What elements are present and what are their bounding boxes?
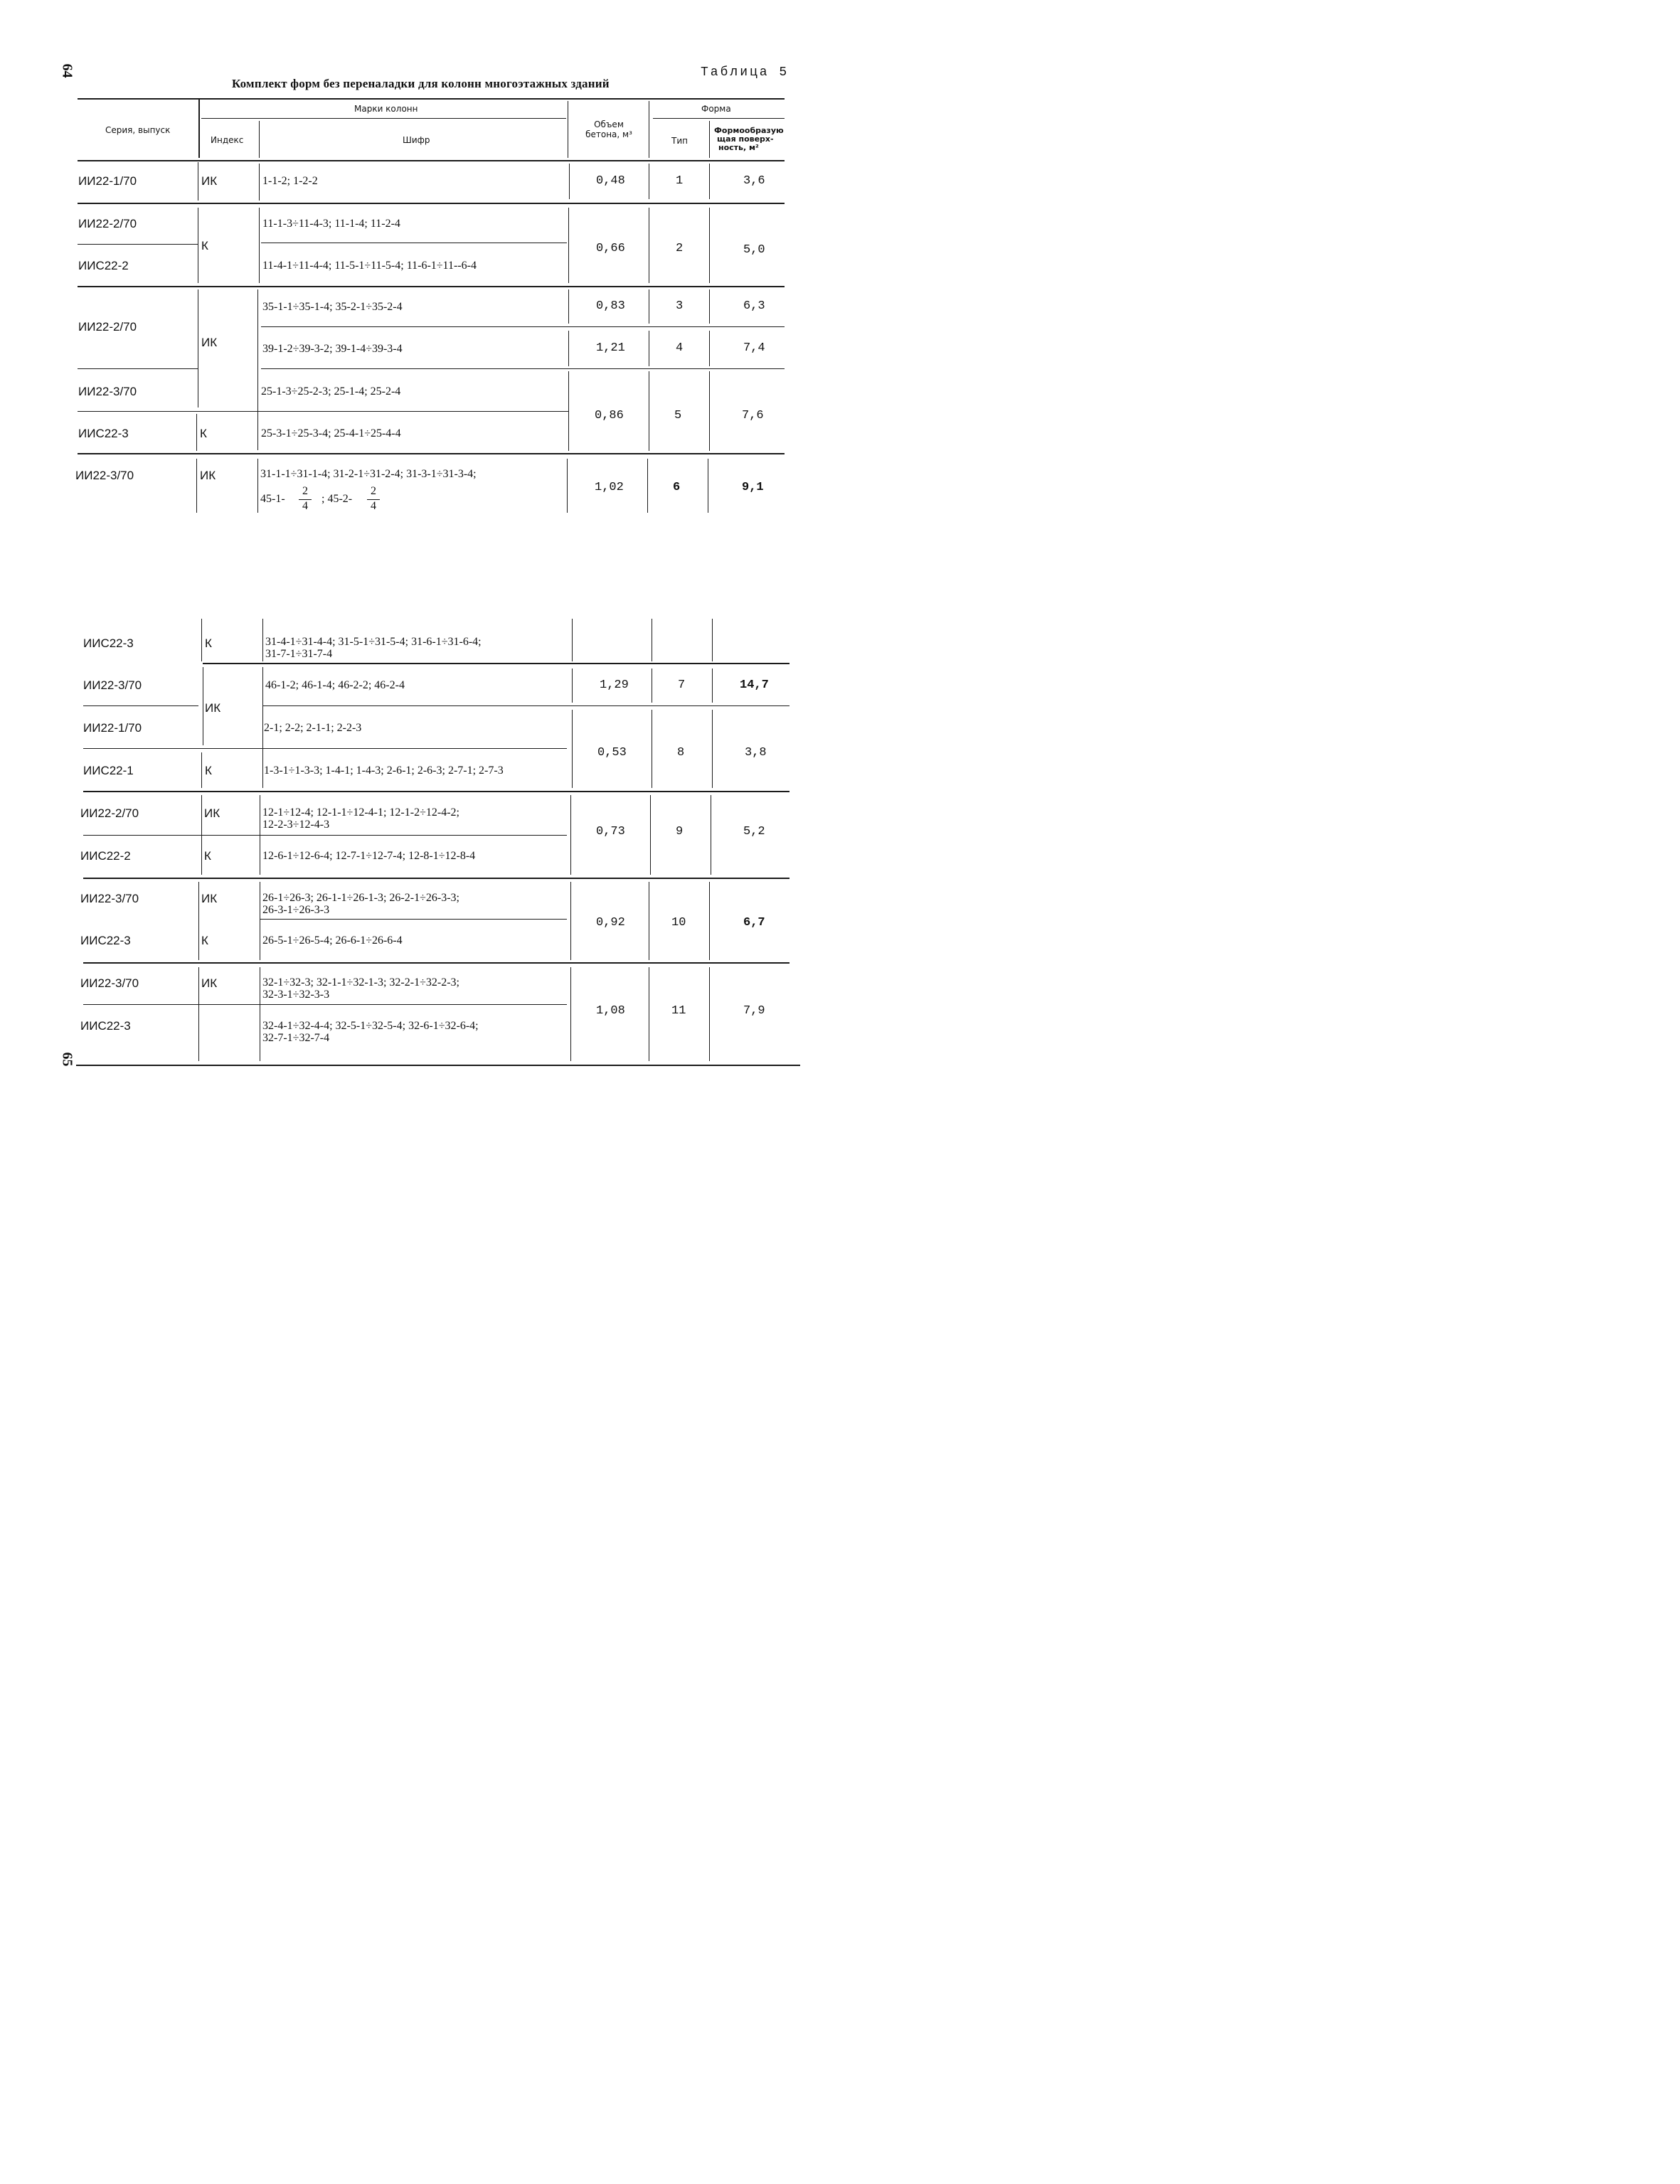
table-label: Таблица 5 <box>701 65 790 80</box>
index-cell: ИК <box>205 701 221 715</box>
code-cell: 2-1; 2-2; 2-1-1; 2-2-3 <box>264 722 362 734</box>
index-cell: К <box>201 239 208 252</box>
header-type: Тип <box>671 136 688 146</box>
code-cell: 31-1-1÷31-1-4; 31-2-1÷31-2-4; 31-3-1÷31-3-4; <box>260 468 477 480</box>
table-row: ИИ22-3/70 <box>75 469 134 482</box>
index-cell: ИК <box>204 806 220 820</box>
table-row: ИИС22-2 <box>80 849 131 863</box>
code-cell: 31-4-1÷31-4-4; 31-5-1÷31-5-4; 31-6-1÷31-6-4; 31-7-1÷31-7-4 <box>265 636 482 660</box>
table-row: ИИС22-1 <box>83 764 134 777</box>
table-row: ИИ22-2/70 <box>78 217 137 230</box>
volume-cell: 0,83 <box>596 299 625 313</box>
code-cell: 12-6-1÷12-6-4; 12-7-1÷12-7-4; 12-8-1÷12-8-4 <box>262 850 476 862</box>
code-cell: 1-1-2; 1-2-2 <box>262 175 318 187</box>
code-cell: 25-3-1÷25-3-4; 25-4-1÷25-4-4 <box>261 427 401 440</box>
surface-cell: 7,9 <box>743 1004 765 1018</box>
volume-cell: 0,86 <box>595 409 624 422</box>
type-cell: 6 <box>673 481 681 494</box>
index-cell: ИК <box>201 976 218 990</box>
surface-cell: 5,0 <box>743 243 765 257</box>
code-cell: 32-1÷32-3; 32-1-1÷32-1-3; 32-2-1÷32-2-3; 32-3-1÷32-3-3 <box>262 976 459 1001</box>
index-cell: К <box>205 764 212 777</box>
index-cell: К <box>205 636 212 650</box>
fraction-2: 2 4 <box>366 485 381 513</box>
header-series: Серия, выпуск <box>105 125 171 135</box>
index-cell: ИК <box>201 892 218 905</box>
volume-cell: 1,08 <box>596 1004 625 1018</box>
code-cell: 12-1÷12-4; 12-1-1÷12-4-1; 12-1-2÷12-4-2; 12-2-3÷12-4-3 <box>262 806 459 831</box>
index-cell: К <box>204 849 211 863</box>
type-cell: 2 <box>676 242 684 255</box>
volume-cell: 0,73 <box>596 825 625 838</box>
code-cell: 1-3-1÷1-3-3; 1-4-1; 1-4-3; 2-6-1; 2-6-3; 2-7-1; 2-7-3 <box>264 765 504 777</box>
header-index: Индекс <box>211 135 244 145</box>
type-cell: 11 <box>671 1004 686 1018</box>
volume-cell: 0,66 <box>596 242 625 255</box>
volume-cell: 1,29 <box>600 678 629 692</box>
table-caption: Комплект форм без переналадки для колонн многоэтажных зданий <box>232 77 610 90</box>
table-row: ИИ22-1/70 <box>78 174 137 188</box>
header-code: Шифр <box>403 135 430 145</box>
table-row: ИИ22-1/70 <box>83 721 142 735</box>
table-row: ИИ22-2/70 <box>78 320 137 334</box>
fraction-1: 2 4 <box>297 485 313 513</box>
index-cell: ИК <box>201 336 218 349</box>
code-cell: 35-1-1÷35-1-4; 35-2-1÷35-2-4 <box>262 301 403 313</box>
volume-cell: 1,21 <box>596 341 625 355</box>
volume-cell: 0,53 <box>597 746 627 760</box>
index-cell: К <box>200 427 207 440</box>
header-volume: Объем бетона, м³ <box>585 119 632 139</box>
table-row: ИИ22-3/70 <box>80 892 139 905</box>
header-marks: Марки колонн <box>354 104 418 114</box>
code-cell: 11-4-1÷11-4-4; 11-5-1÷11-5-4; 11-6-1÷11--6-4 <box>262 260 477 272</box>
type-cell: 8 <box>677 746 685 760</box>
index-cell: К <box>201 934 208 947</box>
code-cell: 26-1÷26-3; 26-1-1÷26-1-3; 26-2-1÷26-3-3; 26-3-1÷26-3-3 <box>262 892 459 916</box>
code-cell: 39-1-2÷39-3-2; 39-1-4÷39-3-4 <box>262 343 403 355</box>
code-cell: 26-5-1÷26-5-4; 26-6-1÷26-6-4 <box>262 934 403 947</box>
table-row: ИИ22-3/70 <box>80 976 139 990</box>
code-cell: 32-4-1÷32-4-4; 32-5-1÷32-5-4; 32-6-1÷32-6-4; 32-7-1÷32-7-4 <box>262 1020 479 1044</box>
code-fraction-a: 45-1- <box>260 493 285 505</box>
table-row: ИИ22-2/70 <box>80 806 139 820</box>
surface-cell: 3,8 <box>745 746 767 760</box>
volume-cell: 1,02 <box>595 481 624 494</box>
surface-cell: 6,3 <box>743 299 765 313</box>
surface-cell: 6,7 <box>743 916 765 929</box>
volume-cell: 0,48 <box>596 174 625 188</box>
index-cell: ИК <box>201 174 218 188</box>
table-row: ИИС22-3 <box>80 934 131 947</box>
code-cell: 46-1-2; 46-1-4; 46-2-2; 46-2-4 <box>265 679 405 691</box>
surface-cell: 7,6 <box>742 409 764 422</box>
page-number-bottom: 65 <box>59 1052 75 1067</box>
table-row: ИИ22-3/70 <box>83 678 142 692</box>
type-cell: 7 <box>678 678 686 692</box>
type-cell: 3 <box>676 299 684 313</box>
surface-cell: 9,1 <box>742 481 764 494</box>
index-cell: ИК <box>200 469 216 482</box>
surface-cell: 3,6 <box>743 174 765 188</box>
code-cell: 25-1-3÷25-2-3; 25-1-4; 25-2-4 <box>261 385 401 398</box>
table-row: ИИС22-3 <box>83 636 134 650</box>
table-row: ИИС22-2 <box>78 259 129 272</box>
type-cell: 5 <box>674 409 682 422</box>
type-cell: 4 <box>676 341 684 355</box>
page-number-top: 64 <box>59 63 75 78</box>
table-row: ИИС22-3 <box>80 1019 131 1033</box>
table-row: ИИ22-3/70 <box>78 385 137 398</box>
table-row: ИИС22-3 <box>78 427 129 440</box>
header-surface: Формообразую щая поверх- ность, м² <box>714 126 784 152</box>
surface-cell: 5,2 <box>743 825 765 838</box>
header-form: Форма <box>701 104 731 114</box>
type-cell: 9 <box>676 825 684 838</box>
volume-cell: 0,92 <box>596 916 625 929</box>
type-cell: 1 <box>676 174 684 188</box>
type-cell: 10 <box>671 916 686 929</box>
code-cell: 11-1-3÷11-4-3; 11-1-4; 11-2-4 <box>262 218 400 230</box>
surface-cell: 7,4 <box>743 341 765 355</box>
surface-cell: 14,7 <box>740 678 769 692</box>
code-fraction-b: ; 45-2- <box>321 493 353 505</box>
